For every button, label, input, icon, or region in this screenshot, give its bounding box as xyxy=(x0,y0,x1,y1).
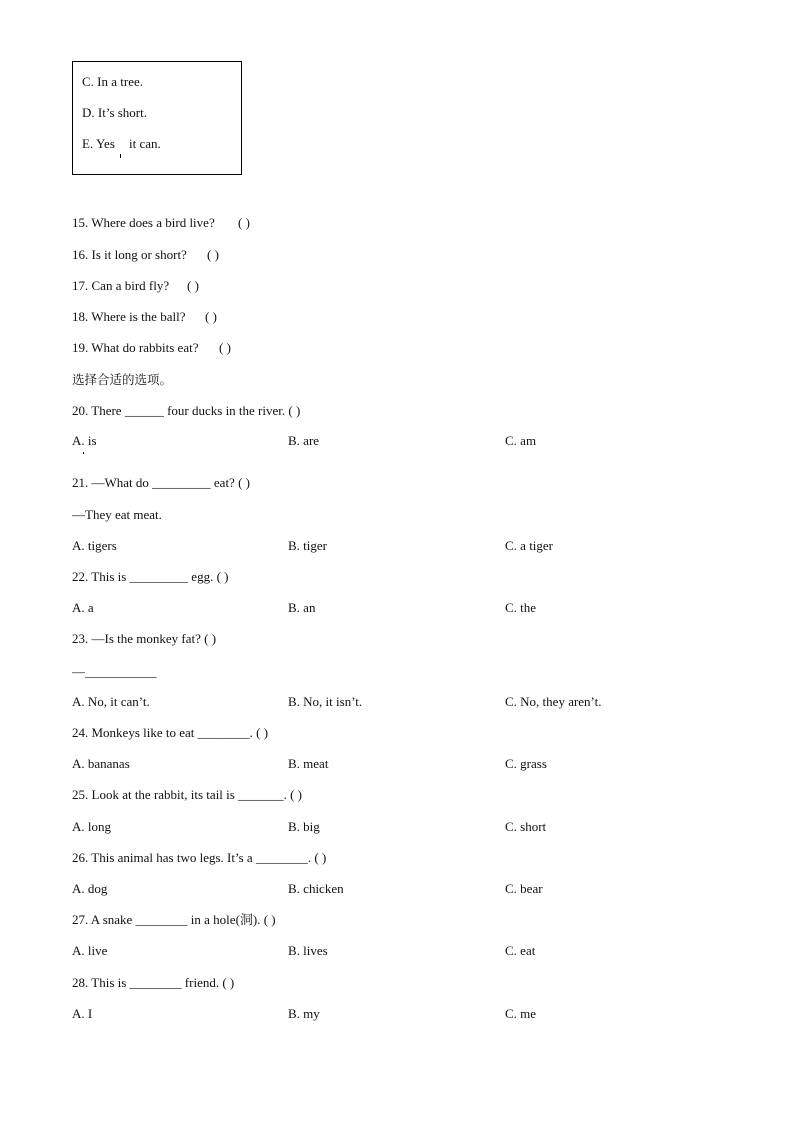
question-25-option-c: C. short xyxy=(505,819,547,834)
question-24-option-c: C. grass xyxy=(505,756,547,771)
matching-question-19: 19. What do rabbits eat? xyxy=(72,340,199,355)
question-26-stem: 26. This animal has two legs. It’s a ________. ( ) xyxy=(72,850,327,865)
question-23-reply: —___________ xyxy=(72,664,157,679)
question-20-stem: 20. There ______ four ducks in the river. ( ) xyxy=(72,403,301,418)
question-27-option-a: A. live xyxy=(72,943,108,958)
question-28-stem: 28. This is ________ friend. ( ) xyxy=(72,975,235,990)
section-title: 选择合适的选项。 xyxy=(72,372,173,387)
question-20-option-c: C. am xyxy=(505,433,537,448)
question-25-option-b: B. big xyxy=(288,819,320,834)
question-20-option-a: A. is xyxy=(72,433,97,448)
answer-paren-15: ( ) xyxy=(238,215,250,230)
question-24-option-b: B. meat xyxy=(288,756,329,771)
question-23-option-c: C. No, they aren’t. xyxy=(505,694,602,709)
question-21-stem: 21. —What do _________ eat? ( ) xyxy=(72,475,250,490)
option-d: D. It’s short. xyxy=(82,105,147,120)
question-24-option-a: A. bananas xyxy=(72,756,130,771)
question-27-option-c: C. eat xyxy=(505,943,536,958)
question-22-option-b: B. an xyxy=(288,600,316,615)
question-21-option-a: A. tigers xyxy=(72,538,117,553)
matching-question-17: 17. Can a bird fly? xyxy=(72,278,170,293)
question-27-option-b: B. lives xyxy=(288,943,328,958)
question-23-option-a: A. No, it can’t. xyxy=(72,694,150,709)
option-e-part1: E. Yes xyxy=(82,136,115,151)
question-23-option-b: B. No, it isn’t. xyxy=(288,694,363,709)
matching-question-16: 16. Is it long or short? xyxy=(72,247,187,262)
question-26-option-a: A. dog xyxy=(72,881,108,896)
answer-paren-19: ( ) xyxy=(219,340,231,355)
question-28-option-c: C. me xyxy=(505,1006,537,1021)
question-26-option-c: C. bear xyxy=(505,881,543,896)
question-21-option-c: C. a tiger xyxy=(505,538,554,553)
question-22-stem: 22. This is _________ egg. ( ) xyxy=(72,569,229,584)
question-26-option-b: B. chicken xyxy=(288,881,344,896)
answer-paren-17: ( ) xyxy=(187,278,199,293)
matching-question-18: 18. Where is the ball? xyxy=(72,309,186,324)
question-20-option-b: B. are xyxy=(288,433,320,448)
matching-question-15: 15. Where does a bird live? xyxy=(72,215,215,230)
question-28-option-b: B. my xyxy=(288,1006,320,1021)
dot-mark xyxy=(83,452,84,454)
comma-mark xyxy=(120,154,121,158)
question-24-stem: 24. Monkeys like to eat ________. ( ) xyxy=(72,725,269,740)
question-25-stem: 25. Look at the rabbit, its tail is _______. ( ) xyxy=(72,787,302,802)
question-21-reply: —They eat meat. xyxy=(72,507,162,522)
question-28-option-a: A. I xyxy=(72,1006,93,1021)
option-e-part2: it can. xyxy=(129,136,161,151)
question-23-stem: 23. —Is the monkey fat? ( ) xyxy=(72,631,217,646)
answer-options-box xyxy=(72,61,242,175)
question-25-option-a: A. long xyxy=(72,819,111,834)
question-22-option-a: A. a xyxy=(72,600,94,615)
answer-paren-16: ( ) xyxy=(207,247,219,262)
question-21-option-b: B. tiger xyxy=(288,538,327,553)
question-27-stem: 27. A snake ________ in a hole(洞). ( ) xyxy=(72,912,276,927)
option-c: C. In a tree. xyxy=(82,74,144,89)
question-22-option-c: C. the xyxy=(505,600,537,615)
answer-paren-18: ( ) xyxy=(205,309,217,324)
